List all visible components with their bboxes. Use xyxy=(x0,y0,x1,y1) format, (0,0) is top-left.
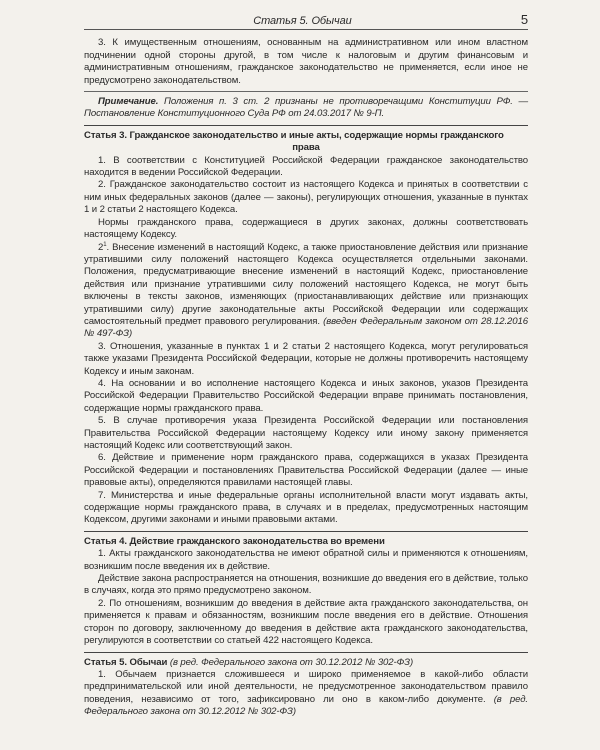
article-3-paragraph: 1. В соответствии с Конституцией Российской Федерации гражданское законодательство находится в ведении Российской Федерации. xyxy=(84,154,528,179)
article-3-heading-line2: права xyxy=(292,142,320,154)
amendment-note: (введен Федеральным законом от 28.12.2016 № 497-ФЗ) xyxy=(84,315,528,340)
page-content xyxy=(84,14,528,719)
running-header xyxy=(84,14,528,30)
article-3-paragraph: 2. Гражданское законодательство состоит из настоящего Кодекса и принятых в соответствии с ним иных федеральных законов (далее — законы), регулирующих отношения, указанные в пунктах 1 и 2 статьи 2 настоящего Кодекса. xyxy=(84,179,528,216)
article-5-heading-note: (в ред. Федерального закона от 30.12.2012 № 302-ФЗ) xyxy=(167,656,414,668)
article-4-paragraph: 1. Акты гражданского законодательства не имеют обратной силы и применяются к отношениям, возникшим после введения их в действие. xyxy=(84,548,528,572)
divider xyxy=(84,125,528,126)
page-number: 5 xyxy=(520,12,528,27)
article-3-heading-line1: Статья 3. Гражданское законодательство и иные акты, содержащие нормы гражданского xyxy=(84,129,504,141)
divider xyxy=(84,652,528,653)
note-label: Примечание. xyxy=(98,96,159,108)
article-3-paragraph: 4. На основании и во исполнение настоящего Кодекса и иных законов, указов Президента Российской Федерации Правительство Российской Федерации вправе принимать постановления, содержащие нормы гражданского права. xyxy=(84,377,528,414)
article-4-heading: Статья 4. Действие гражданского законодательства во времени xyxy=(84,535,385,547)
note-text: Положения п. 3 ст. 2 признаны не противоречащими Конституции РФ. — Постановление Конституционного Суда РФ от 24.03.2017 № 9-П. xyxy=(84,96,528,120)
paragraph-text: 1. Обычаем признается сложившееся и широко применяемое в какой-либо области предпринимательской или иной деятельности, не предусмотренное законодательством правило поведения, независимо от того, зафиксировано ли оно в каком-либо документе. xyxy=(84,668,528,705)
paragraph-text: . Внесение изменений в настоящий Кодекс, а также приостановление действия или признание утратившими силу положений настоящего Кодекса осуществляется отдельными законами. Положения, предусматривающие внесение изменений в настоящий Кодекс, приостановление действия или признание утратившими силу положений настоящего Кодекса, не могут быть включены в тексты законов, изменяющих (приостанавливающих действие или признающих утратившими силу) другие законодательные акты Российской Федерации или содержащих самостоятельный предмет правового регулирования. xyxy=(84,241,528,327)
article-5-heading xyxy=(84,657,528,669)
article-5-heading-title: Статья 5. Обычаи xyxy=(84,656,168,668)
article-3-heading xyxy=(84,130,528,155)
article-3-paragraph: 7. Министерства и иные федеральные органы исполнительной власти могут издавать акты, содержащие нормы гражданского права, в случаях и в пределах, предусмотренных настоящим Кодексом, другими законами и иными правовыми актами. xyxy=(84,489,528,526)
running-header-title: Статья 5. Обычаи xyxy=(253,15,352,27)
article-5-paragraph xyxy=(84,669,528,719)
amendment-note: (в ред. Федерального закона от 30.12.2012 № 302-ФЗ) xyxy=(84,693,528,718)
article-3-paragraph: 3. Отношения, указанные в пунктах 1 и 2 статьи 2 настоящего Кодекса, могут регулироваться также указами Президента Российской Федерации, которые не должны противоречить настоящему Кодексу и иным законам. xyxy=(84,340,528,377)
article-3-paragraph: 6. Действие и применение норм гражданского права, содержащихся в указах Президента Российской Федерации и постановлениях Правительства Российской Федерации (далее — иные правовые акты), определяются правилами настоящей главы. xyxy=(84,452,528,489)
article-3-paragraph: Нормы гражданского права, содержащиеся в других законах, должны соответствовать настоящему Кодексу. xyxy=(84,216,528,241)
paragraph-intro: 3. К имущественным отношениям, основанным на административном или ином властном подчинении одной стороны другой, в том числе к налоговым и другим финансовым и административным отношениям, гражданское законодательство не применяется, если иное не предусмотрено законодательством. xyxy=(84,37,528,86)
article-3-paragraph: 5. В случае противоречия указа Президента Российской Федерации или постановления Правительства Российской Федерации настоящему Кодексу или иному закону применяется настоящий Кодекс или соответствующий закон. xyxy=(84,415,528,451)
note xyxy=(84,96,528,121)
article-4-paragraph: 2. По отношениям, возникшим до введения в действие акта гражданского законодательства, он применяется к правам и обязанностям, возникшим после введения его в действие. Отношения сторон по договору, заключенному до введения в действие акта гражданского законодательства, регулируются в соответствии со статьей 422 настоящего Кодекса. xyxy=(84,597,528,647)
superscript: 1 xyxy=(103,241,107,248)
divider xyxy=(84,531,528,532)
article-3-paragraph xyxy=(84,242,528,341)
paragraph-number: 2 xyxy=(98,241,104,253)
article-4-paragraph: Действие закона распространяется на отношения, возникшие до введения его в действие, только в случаях, когда это прямо предусмотрено законом. xyxy=(84,573,528,597)
divider xyxy=(84,91,528,92)
